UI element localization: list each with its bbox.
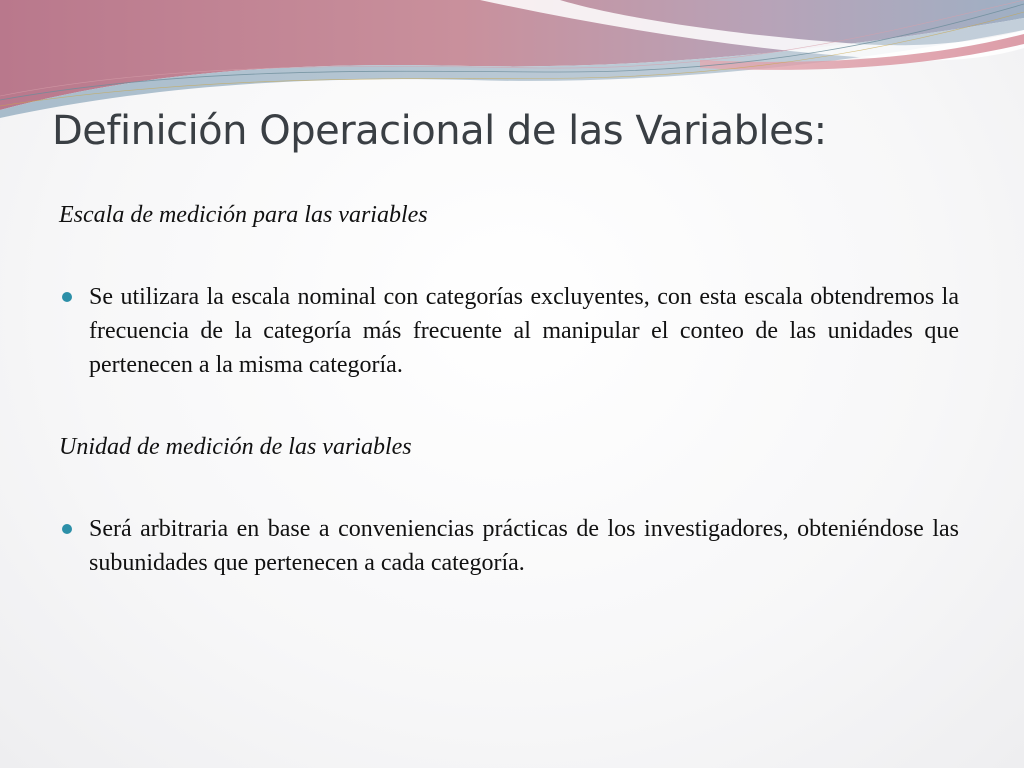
bullet-dot-icon bbox=[62, 292, 72, 302]
slide-title: Definición Operacional de las Variables: bbox=[52, 108, 827, 154]
section-heading-unit: Unidad de medición de las variables bbox=[59, 434, 412, 460]
bullet-item-scale bbox=[59, 280, 959, 382]
bullet-dot-icon bbox=[62, 524, 72, 534]
section-heading-scale: Escala de medición para las variables bbox=[59, 202, 428, 228]
bullet-item-unit bbox=[59, 512, 959, 580]
bullet-text-scale: Se utilizara la escala nominal con categorías excluyentes, con esta escala obtendremos la frecuencia de la categoría más frecuente al manipular el conteo de las unidades que pertenecen a la misma categoría. bbox=[89, 284, 959, 378]
bullet-text-unit: Será arbitraria en base a conveniencias prácticas de los investigadores, obteniéndose las subunidades que pertenecen a cada categoría. bbox=[89, 516, 959, 576]
slide-content bbox=[59, 198, 959, 580]
